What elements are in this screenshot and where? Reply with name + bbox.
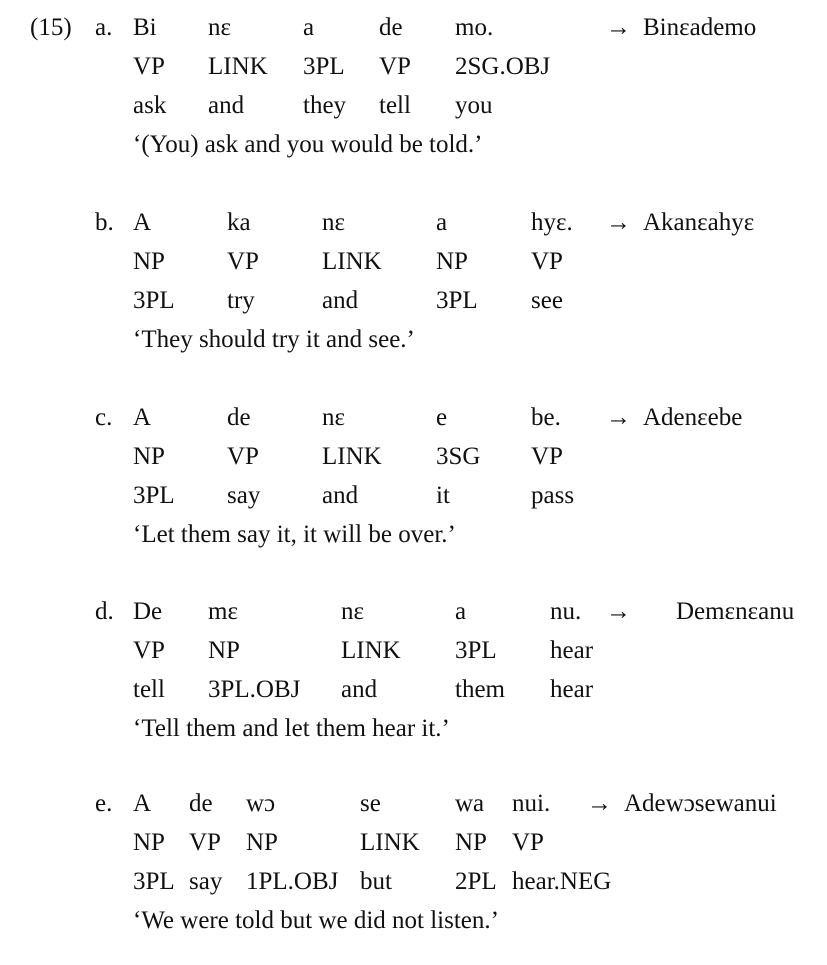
gloss-category: 3PL <box>303 53 345 80</box>
gloss-meaning: 3PL <box>436 287 478 314</box>
word: nɛ <box>341 598 364 625</box>
example-label: d. <box>95 598 114 625</box>
gloss-meaning: 3PL <box>133 868 175 895</box>
word: nu. <box>550 598 582 625</box>
gloss-category: LINK <box>322 248 382 275</box>
free-translation: ‘We were told but we did not listen.’ <box>133 907 499 934</box>
word: nɛ <box>208 14 231 41</box>
result-form: Akanɛahyɛ <box>643 209 755 236</box>
gloss-category: VP <box>133 53 165 80</box>
arrow: → <box>606 14 631 41</box>
result-form: Adewɔsewanui <box>624 790 777 817</box>
gloss-meaning: say <box>189 868 223 895</box>
gloss-category: NP <box>133 443 165 470</box>
word: A <box>133 790 152 817</box>
result-form: Adenɛebe <box>643 404 743 431</box>
free-translation: ‘Let them say it, it will be over.’ <box>133 521 456 548</box>
free-translation: ‘(You) ask and you would be told.’ <box>133 131 483 158</box>
gloss-category: NP <box>246 829 278 856</box>
example-label: b. <box>95 209 114 236</box>
gloss-meaning: and <box>208 92 245 119</box>
arrow: → <box>606 598 631 625</box>
word: de <box>379 14 403 41</box>
gloss-meaning: tell <box>379 92 411 119</box>
word: wɔ <box>246 790 276 817</box>
free-translation: ‘Tell them and let them hear it.’ <box>133 715 450 742</box>
gloss-meaning: 3PL <box>133 482 175 509</box>
gloss-meaning: and <box>322 482 359 509</box>
gloss-meaning: see <box>531 287 563 314</box>
word: a <box>303 14 315 41</box>
word: nui. <box>512 790 551 817</box>
example-label: a. <box>95 14 113 41</box>
gloss-meaning: 3PL <box>133 287 175 314</box>
arrow: → <box>587 790 612 817</box>
gloss-meaning: tell <box>133 676 165 703</box>
gloss-category: NP <box>208 637 240 664</box>
gloss-category: NP <box>133 248 165 275</box>
gloss-meaning: say <box>227 482 261 509</box>
gloss-meaning: and <box>341 676 378 703</box>
gloss-category: LINK <box>322 443 382 470</box>
gloss-category: 3SG <box>436 443 481 470</box>
gloss-category: hear <box>550 637 594 664</box>
gloss-category: LINK <box>341 637 401 664</box>
gloss-category: NP <box>455 829 487 856</box>
gloss-meaning: it <box>436 482 450 509</box>
word: wa <box>455 790 485 817</box>
word: Bi <box>133 14 157 41</box>
gloss-meaning: ask <box>133 92 167 119</box>
word: mo. <box>455 14 494 41</box>
gloss-category: VP <box>512 829 544 856</box>
gloss-meaning: 2PL <box>455 868 497 895</box>
gloss-meaning: you <box>455 92 493 119</box>
arrow: → <box>606 209 631 236</box>
word: a <box>455 598 467 625</box>
gloss-category: VP <box>189 829 221 856</box>
gloss-meaning: and <box>322 287 359 314</box>
gloss-meaning: hear.NEG <box>512 868 612 895</box>
word: hyɛ. <box>531 209 573 236</box>
free-translation: ‘They should try it and see.’ <box>133 326 415 353</box>
word: nɛ <box>322 209 345 236</box>
word: e <box>436 404 448 431</box>
gloss-category: VP <box>227 248 259 275</box>
gloss-meaning: hear <box>550 676 594 703</box>
example-label: e. <box>95 790 113 817</box>
word: nɛ <box>322 404 345 431</box>
gloss-category: VP <box>379 53 411 80</box>
gloss-meaning: try <box>227 287 255 314</box>
word: De <box>133 598 163 625</box>
word: se <box>360 790 381 817</box>
gloss-meaning: pass <box>531 482 575 509</box>
result-form: Demɛnɛanu <box>676 598 795 625</box>
gloss-category: 3PL <box>455 637 497 664</box>
word: be. <box>531 404 561 431</box>
word: ka <box>227 209 251 236</box>
gloss-category: LINK <box>208 53 268 80</box>
gloss-category: NP <box>436 248 468 275</box>
gloss-category: NP <box>133 829 165 856</box>
word: A <box>133 209 152 236</box>
gloss-category: VP <box>531 443 563 470</box>
word: mɛ <box>208 598 238 625</box>
gloss-meaning: 3PL.OBJ <box>208 676 301 703</box>
gloss-category: 2SG.OBJ <box>455 53 551 80</box>
word: a <box>436 209 448 236</box>
result-form: Binɛademo <box>643 14 757 41</box>
gloss-meaning: they <box>303 92 347 119</box>
arrow: → <box>606 404 631 431</box>
word: de <box>227 404 251 431</box>
example-label: c. <box>95 404 113 431</box>
example-number: (15) <box>30 14 72 41</box>
word: de <box>189 790 213 817</box>
gloss-category: VP <box>133 637 165 664</box>
gloss-meaning: 1PL.OBJ <box>246 868 339 895</box>
gloss-category: LINK <box>360 829 420 856</box>
gloss-meaning: them <box>455 676 505 703</box>
word: A <box>133 404 152 431</box>
gloss-meaning: but <box>360 868 392 895</box>
gloss-category: VP <box>227 443 259 470</box>
gloss-category: VP <box>531 248 563 275</box>
